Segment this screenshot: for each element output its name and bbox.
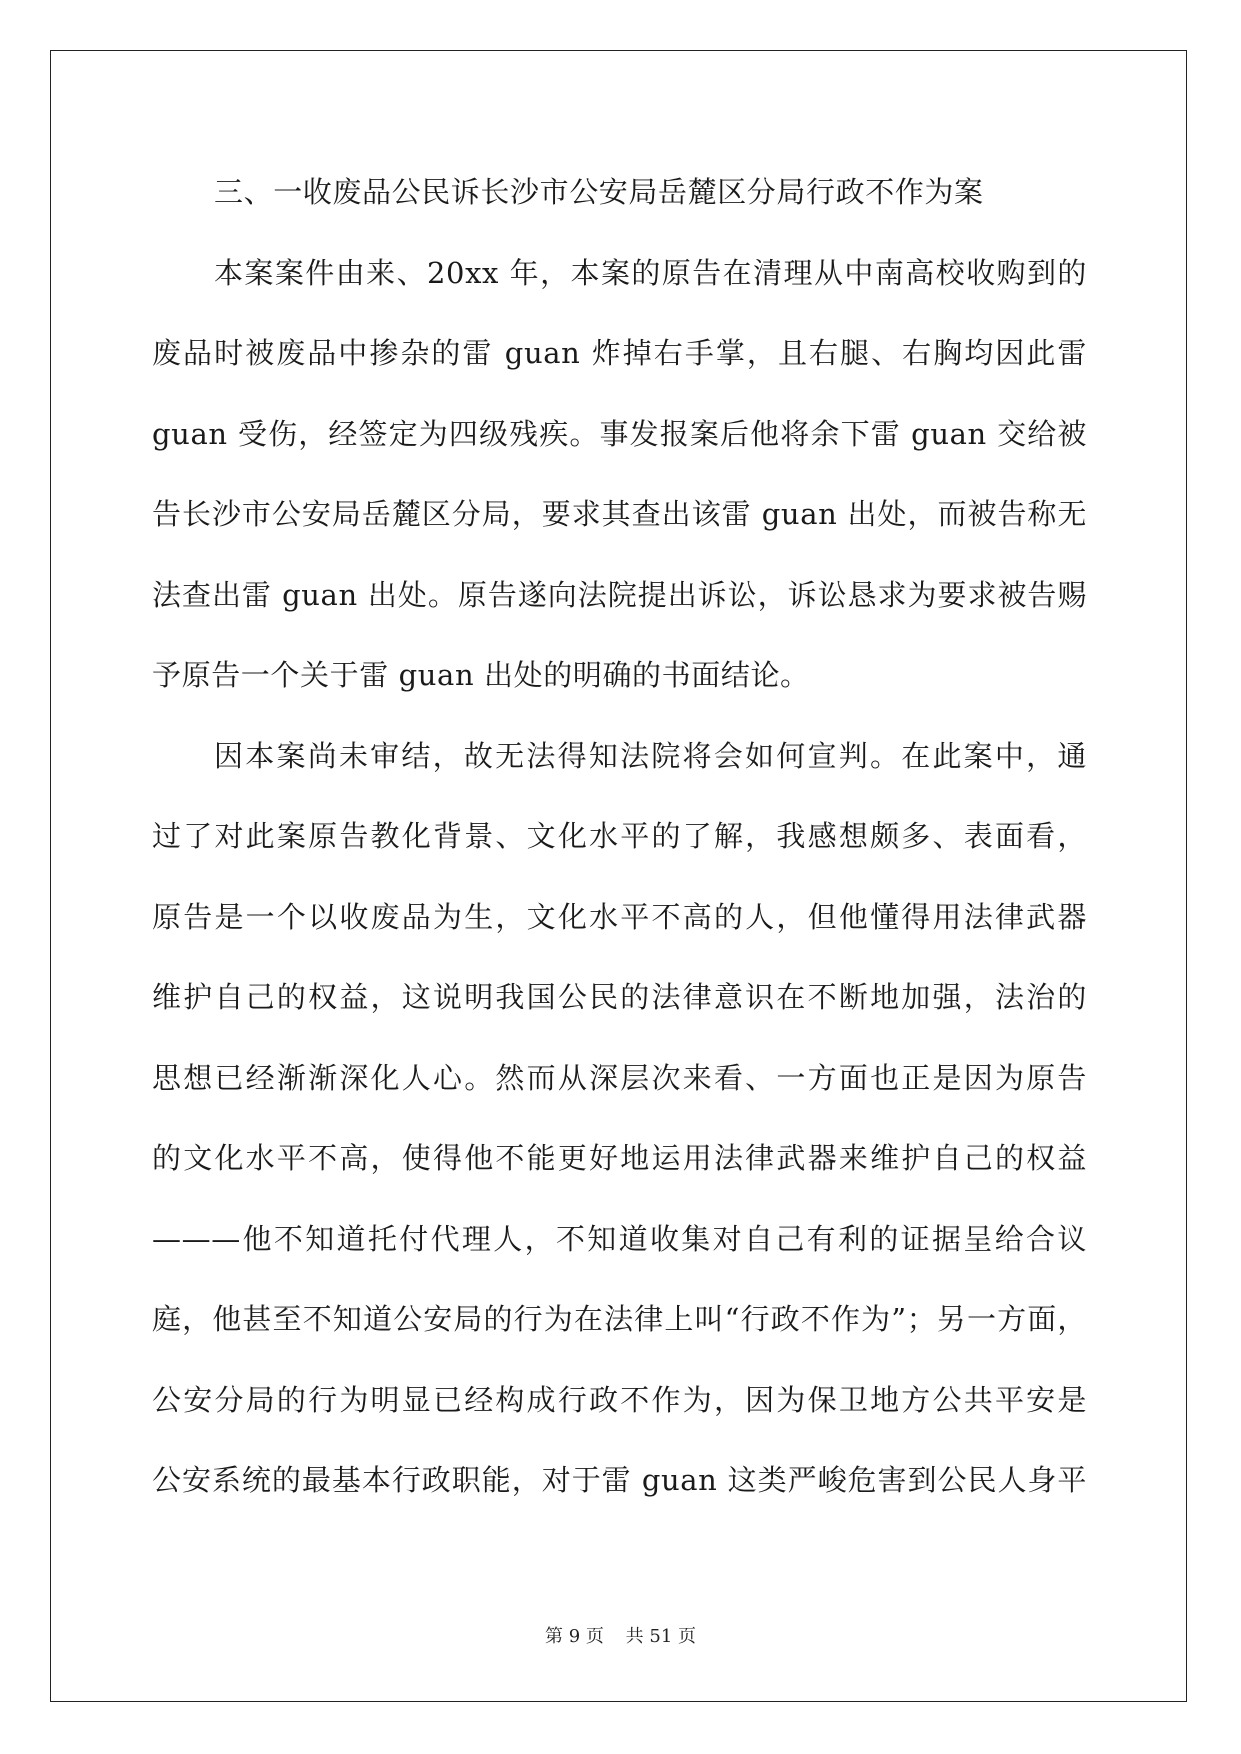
paragraph-line: 思想已经渐渐深化人心。然而从深层次来看、一方面也正是因为原告 — [152, 1060, 1087, 1095]
paragraph-line: 维护自己的权益，这说明我国公民的法律意识在不断地加强，法治的 — [152, 980, 1087, 1014]
paragraph-line: 予原告一个关于雷 guan 出处的明确的书面结论。 — [152, 658, 810, 692]
paragraph-line: 废品时被废品中掺杂的雷 guan 炸掉右手掌，且右腿、右胸均因此雷 — [152, 336, 1087, 370]
paragraph-line: 的文化水平不高，使得他不能更好地运用法律武器来维护自己的权益 — [152, 1141, 1087, 1175]
paragraph-line: guan 受伤，经签定为四级残疾。事发报案后他将余下雷 guan 交给被 — [152, 416, 1087, 451]
paragraph-line: 因本案尚未审结，故无法得知法院将会如何宣判。在此案中，通 — [214, 738, 1087, 773]
paragraph-line: 庭，他甚至不知道公安局的行为在法律上叫“行政不作为”；另一方面， — [152, 1302, 1087, 1336]
section-heading: 三、一收废品公民诉长沙市公安局岳麓区分局行政不作为案 — [214, 175, 984, 209]
page-total: 共 51 页 — [625, 1626, 696, 1647]
paragraph-line: ———他不知道托付代理人，不知道收集对自己有利的证据呈给合议 — [152, 1221, 1087, 1256]
paragraph-line: 原告是一个以收废品为生，文化水平不高的人，但他懂得用法律武器 — [152, 899, 1087, 934]
paragraph-line: 本案案件由来、20xx 年，本案的原告在清理从中南高校收购到的 — [214, 255, 1087, 290]
paragraph-line: 告长沙市公安局岳麓区分局，要求其查出该雷 guan 出处，而被告称无 — [152, 497, 1087, 531]
paragraph-line: 法查出雷 guan 出处。原告遂向法院提出诉讼，诉讼恳求为要求被告赐 — [152, 577, 1087, 612]
paragraph-line: 公安分局的行为明显已经构成行政不作为，因为保卫地方公共平安是 — [152, 1382, 1087, 1417]
paragraph-line: 过了对此案原告教化背景、文化水平的了解，我感想颇多、表面看， — [152, 819, 1087, 853]
paragraph-line: 公安系统的最基本行政职能，对于雷 guan 这类严峻危害到公民人身平 — [152, 1463, 1087, 1497]
page-footer — [0, 1625, 1241, 1649]
document-body — [152, 166, 1087, 1535]
page-number: 第 9 页 — [545, 1626, 604, 1647]
